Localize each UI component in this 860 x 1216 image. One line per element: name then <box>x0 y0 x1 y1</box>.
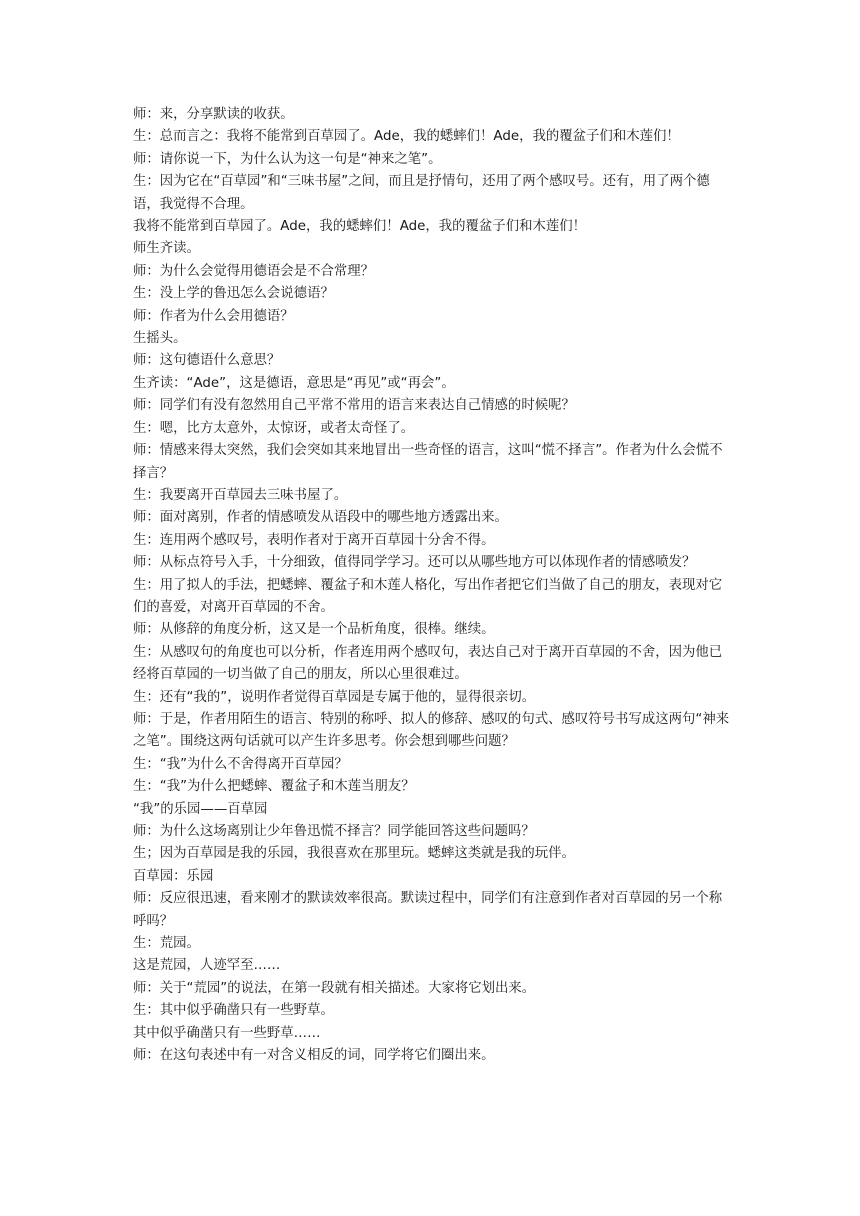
paragraph: 生：其中似乎确凿只有一些野草。 <box>133 1003 334 1019</box>
paragraph: 师：为什么这场离别让少年鲁迅慌不择言？同学能回答这些问题吗？ <box>133 824 535 839</box>
paragraph: 师：请你说一下，为什么认为这一句是“神来之笔”。 <box>133 151 442 167</box>
document-body <box>133 104 733 1067</box>
paragraph: 生齐读：“Ade”，这是德语，意思是“再见”或“再会”。 <box>133 375 455 391</box>
paragraph: 师：在这句表述中有一对含义相反的词，同学将它们圈出来。 <box>133 1048 495 1064</box>
paragraph: 生：还有“我的”，说明作者觉得百草园是专属于他的，显得很亲切。 <box>133 689 536 705</box>
paragraph: 我将不能常到百草园了。Ade，我的蟋蟀们！Ade，我的覆盆子们和木莲们！ <box>133 219 587 235</box>
paragraph: 师：同学们有没有忽然用自己平常不常用的语言来表达自己情感的时候呢？ <box>133 398 575 414</box>
paragraph: 生：嗯，比方太意外，太惊讶，或者太奇怪了。 <box>133 420 415 436</box>
paragraph: 生：荒园。 <box>133 936 200 952</box>
paragraph: 生；因为百草园是我的乐园，我很喜欢在那里玩。蟋蟀这类就是我的玩伴。 <box>133 846 575 862</box>
paragraph: 师生齐读。 <box>133 241 200 257</box>
paragraph: 师：于是，作者用陌生的语言、特别的称呼、拟人的修辞、感叹的句式、感叹符号书写成这两句“神来之笔”。围绕这两句话就可以产生许多思考。你会想到哪些问题？ <box>133 711 730 750</box>
paragraph: 师：面对离别，作者的情感喷发从语段中的哪些地方透露出来。 <box>133 510 508 526</box>
paragraph: 师：来，分享默读的收获。 <box>133 107 294 122</box>
paragraph: 师：为什么会觉得用德语会是不合常理？ <box>133 263 375 279</box>
paragraph: 师：从修辞的角度分析，这又是一个品析角度，很棒。继续。 <box>133 622 495 638</box>
paragraph: 其中似乎确凿只有一些野草…… <box>133 1025 321 1041</box>
section-heading: “我”的乐园——百草园 <box>133 801 268 817</box>
paragraph: 生：连用两个感叹号，表明作者对于离开百草园十分舍不得。 <box>133 532 495 548</box>
paragraph: 生：从感叹句的角度也可以分析，作者连用两个感叹句，表达自己对于离开百草园的不舍，因为他已经将百草园的一切当做了自己的朋友，所以心里很难过。 <box>133 644 723 683</box>
paragraph: 师：情感来得太突然，我们会突如其来地冒出一些奇怪的语言，这叫“慌不择言”。作者为什么会慌不择言？ <box>133 443 723 481</box>
paragraph: 生：“我”为什么把蟋蟀、覆盆子和木莲当朋友？ <box>133 779 415 795</box>
paragraph: 生摇头。 <box>133 331 187 347</box>
paragraph: 生：“我”为什么不舍得离开百草园？ <box>133 756 348 772</box>
paragraph: 师：这句德语什么意思？ <box>133 353 281 369</box>
paragraph: 生：用了拟人的手法，把蟋蟀、覆盆子和木莲人格化，写出作者把它们当做了自己的朋友，表现对它们的喜爱，对离开百草园的不舍。 <box>133 577 723 615</box>
paragraph: 生：因为它在“百草园”和“三味书屋”之间，而且是抒情句，还用了两个感叹号。还有，用了两个德语，我觉得不合理。 <box>133 174 710 212</box>
paragraph: 百草园：乐园 <box>133 868 214 884</box>
paragraph: 师：关于“荒园”的说法，在第一段就有相关描述。大家将它划出来。 <box>133 980 536 996</box>
paragraph: 生：我要离开百草园去三味书屋了。 <box>133 487 348 503</box>
paragraph: 师：从标点符号入手，十分细致，值得同学学习。还可以从哪些地方可以体现作者的情感喷发？ <box>133 555 696 571</box>
paragraph: 生：总而言之：我将不能常到百草园了。Ade，我的蟋蟀们！Ade，我的覆盆子们和木莲们！ <box>133 129 680 145</box>
paragraph: 师：作者为什么会用德语？ <box>133 308 294 324</box>
paragraph: 师：反应很迅速，看来刚才的默读效率很高。默读过程中，同学们有注意到作者对百草园的另一个称呼吗？ <box>133 891 723 929</box>
paragraph: 生：没上学的鲁迅怎么会说德语？ <box>133 286 334 302</box>
paragraph: 这是荒园，人迹罕至…… <box>133 958 281 974</box>
